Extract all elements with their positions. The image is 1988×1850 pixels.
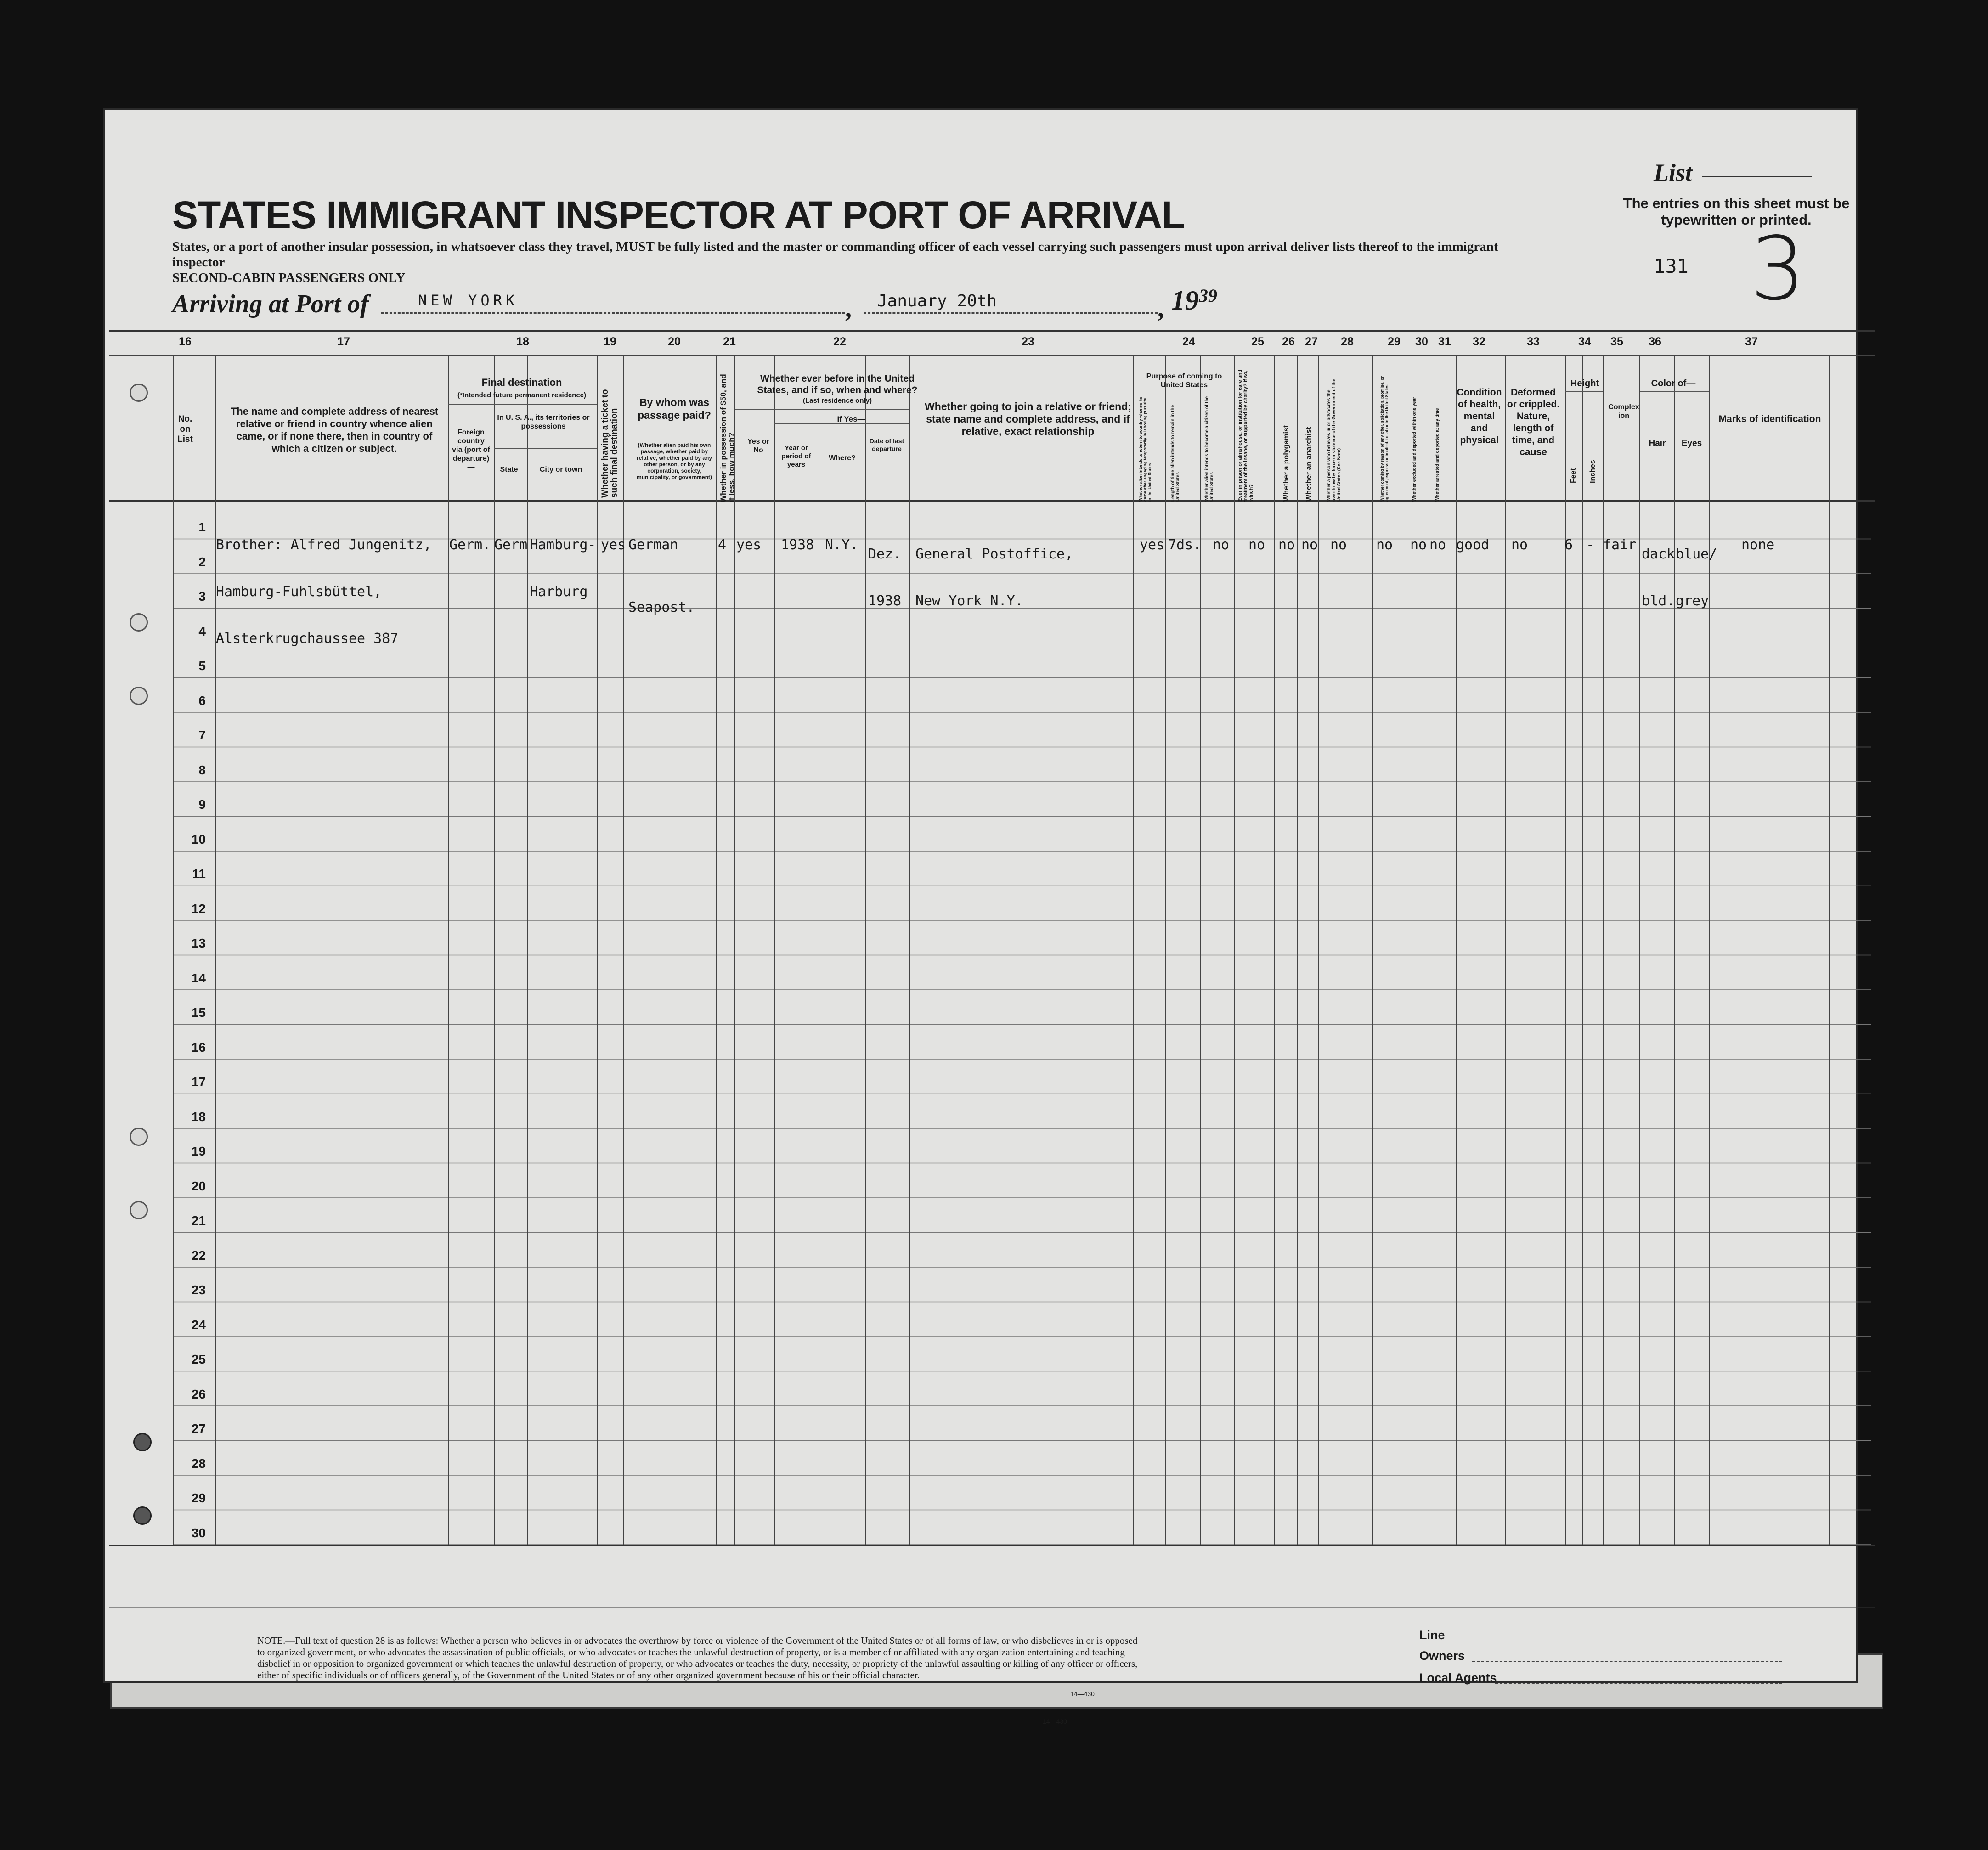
arriving-label: Arriving at Port of [172, 290, 369, 318]
row-number: 18 [191, 1109, 206, 1124]
before-where-value: N.Y. [825, 537, 858, 553]
col-polygamist: Whether a polygamist [1282, 425, 1290, 502]
col-feet: Feet [1570, 468, 1577, 483]
local-agents-field [1495, 1683, 1782, 1684]
relative-address [216, 506, 432, 678]
col-inches: Inches [1589, 460, 1597, 483]
row-number: 23 [191, 1283, 206, 1297]
col-deformed: Deformed or crippled. Nature, length of time, and cause [1507, 387, 1560, 457]
colnum-21: 21 [723, 335, 736, 348]
before-year-value: 1938 [781, 537, 814, 553]
overthrow-value: no [1330, 537, 1347, 553]
col-marks: Marks of identification [1718, 414, 1821, 424]
col-city: City or town [539, 466, 582, 474]
col-labor-offer: Whether coming by reason of any offer, solicitation, promise, or agreement, express or implied, to labor in the United States [1380, 376, 1389, 502]
col-before-us: Whether ever before in the United States, and if so, when and where? [757, 373, 918, 395]
col-passage-paid-note: (Whether alien paid his own passage, whether paid by relative, whether paid by any other person, or by any corporation, society, municipality, or government) [636, 442, 712, 480]
row-number: 17 [191, 1075, 206, 1089]
page-title: STATES IMMIGRANT INSPECTOR AT PORT OF ARRIVAL [172, 193, 1185, 237]
row-number: 21 [191, 1213, 206, 1228]
form-code: 14—430 [1043, 1718, 1067, 1725]
row-number: 15 [191, 1005, 206, 1020]
citizen-value: no [1213, 537, 1230, 553]
address-line: Brother: Alfred Jungenitz, [216, 537, 432, 553]
arrested-value: no [1429, 537, 1446, 553]
col-final-destination-note: (*Intended future permanent residence) [457, 391, 587, 399]
col-state: State [500, 466, 518, 474]
col-before-us-note: (Last residence only) [802, 397, 872, 405]
col-ticket: Whether having a ticket to such final destination [600, 389, 619, 498]
col-color-of: Color of— [1651, 378, 1696, 389]
row-number: 30 [191, 1525, 206, 1540]
row-number: 14 [191, 970, 206, 985]
polygamist-value: no [1278, 537, 1295, 553]
col-last-departure: Date of last departure [869, 437, 904, 452]
colnum-36: 36 [1649, 335, 1661, 348]
row-number: 6 [198, 693, 206, 708]
row-number: 8 [198, 762, 206, 777]
col-complexion: Complexion [1608, 403, 1639, 420]
row-number: 3 [198, 589, 206, 604]
row-number: 29 [191, 1491, 206, 1505]
row-number: 22 [191, 1248, 206, 1263]
col-prison: Ever in prison or almshouse, or institution for care and treatment of the insane, or supported by charity? If so, which? [1237, 369, 1254, 502]
row-number: 12 [191, 901, 206, 916]
row-number: 11 [192, 867, 206, 881]
passage-line: German [628, 537, 678, 553]
money-value: 4 [718, 537, 727, 553]
prison-value: no [1248, 537, 1265, 553]
city-line: Hamburg- [530, 537, 596, 553]
col-where: Where? [829, 454, 856, 462]
departure-line: 1938 [868, 593, 902, 609]
marks-value: none [1741, 537, 1775, 553]
colnum-26: 26 [1282, 335, 1295, 348]
col-no-on-list: No. on List [177, 414, 193, 444]
class-label: SECOND-CABIN PASSENGERS ONLY [172, 271, 406, 285]
length-value: 7ds. [1168, 537, 1202, 553]
row-number: 27 [191, 1421, 206, 1436]
offer-value: no [1376, 537, 1393, 553]
row-number: 5 [198, 659, 206, 673]
col-usa: In U. S. A., its territories or possessions [497, 414, 590, 430]
port-line [381, 312, 845, 314]
row-number: 7 [198, 728, 206, 742]
before-yes-value: yes [736, 537, 762, 553]
list-label: List [1654, 159, 1693, 186]
col-relative-address: The name and complete address of nearest relative or friend in country whence alien came, or if none there, then in country of which a citizen or subject. [230, 406, 439, 454]
col-overthrow: Whether a person who believes in or advocates the overthrow by force or violence of the Government of the United States (See Note) [1327, 378, 1342, 502]
hair-line: dack [1642, 546, 1675, 562]
inches-value: - [1586, 537, 1595, 553]
city-line: Harburg [530, 584, 588, 600]
col-join-relative: Whether going to join a relative or friend; state name and complete address, and if relative, exact relationship [925, 400, 1131, 437]
colnum-23: 23 [1022, 335, 1034, 348]
arrival-port: NEW YORK [418, 292, 519, 309]
col-purpose-length: Length of time alien intends to remain in the United States [1170, 405, 1180, 502]
col-purpose-return: Whether alien intends to return to country whence he came after engaging temporarily in laboring pursuits in the United States [1138, 396, 1152, 502]
list-line [1702, 176, 1812, 177]
colnum-18: 18 [516, 335, 529, 348]
manifest-table [109, 327, 1875, 1608]
row-number: 1 [198, 520, 206, 534]
last-departure-value [868, 515, 918, 640]
owners-label: Owners [1419, 1649, 1465, 1663]
subtitle-text: States, or a port of another insular possession, in whatsoever class they travel, MUST be fully listed and the master or commanding officer of each vessel carrying such passengers must upon arrival deliver lists thereof to the immigrant inspector [172, 239, 1498, 270]
local-agents-label: Local Agents [1419, 1671, 1497, 1685]
departure-line: Dez. [868, 546, 902, 562]
row-number: 2 [198, 554, 206, 569]
col-height: Height [1570, 378, 1599, 389]
col-arrested: Whether arrested and deported at any time [1435, 408, 1440, 502]
return-value: yes [1140, 537, 1165, 553]
col-hair: Hair [1649, 439, 1666, 448]
join-relative-value [915, 515, 1073, 640]
col-excluded: Whether excluded and deported within one year [1412, 397, 1417, 502]
colnum-35: 35 [1610, 335, 1623, 348]
col-foreign-country: Foreign country via (port of departure)— [452, 429, 490, 471]
health-value: good [1456, 537, 1490, 553]
col-final-destination: Final destination [481, 377, 562, 388]
state-value: Germ. [494, 537, 536, 553]
col-if-yes: If Yes— [837, 415, 865, 423]
colnum-28: 28 [1341, 335, 1354, 348]
row-number: 10 [191, 832, 206, 846]
col-money: Whether in possession of $50, and if less, how much? [719, 374, 736, 502]
question-28-note: NOTE.—Full text of question 28 is as follows: Whether a person who believes in or advocates the overthrow by force or violence of the Government of the United States or of all forms of law, or who disbelieves in or is opposed to organized government, or who advocates the assassination of public officials, or who advocates or teaches the unlawful destruction of property, or is a member of or affiliated with any organization entertaining and teaching disbelief in or opposition to organized government or which teaches the unlawful destruction of property, or who advocates or teaches the duty, necessity, or propriety of the unlawful assaulting or killing of any officer or officers, either of specific individuals or of officers generally, of the Government of the United States or of any other organized government because of his or their official character. [257, 1635, 1138, 1681]
row-number: 9 [198, 797, 206, 812]
join-line: New York N.Y. [915, 593, 1023, 609]
colnum-27: 27 [1305, 335, 1318, 348]
colnum-24: 24 [1182, 335, 1195, 348]
separator: , [1158, 294, 1164, 323]
address-line: Alsterkrugchaussee 387 [216, 631, 399, 647]
feet-value: 6 [1564, 537, 1573, 553]
colnum-20: 20 [668, 335, 681, 348]
anarchist-value: no [1301, 537, 1318, 553]
foreign-country-value: Germ. [449, 537, 491, 553]
colnum-17: 17 [337, 335, 350, 348]
row-number: 20 [191, 1179, 206, 1193]
city-value [530, 506, 596, 631]
colnum-37: 37 [1745, 335, 1758, 348]
eyes-value [1676, 515, 1725, 640]
typewritten-instruction: The entries on this sheet must be typewritten or printed. [1623, 195, 1850, 228]
row-number: 13 [191, 936, 206, 950]
col-passage-paid: By whom was passage paid? [638, 396, 711, 421]
page-subtitle [172, 239, 1550, 286]
row-number: 19 [191, 1144, 206, 1158]
row-number: 4 [198, 624, 206, 638]
row-number: 25 [191, 1352, 206, 1366]
eyes-line: blue/ [1676, 546, 1717, 562]
colnum-16: 16 [179, 335, 192, 348]
col-purpose-citizen: Whether alien intends to become a citizen of the United States [1204, 396, 1214, 502]
hair-line: bld. [1642, 593, 1675, 609]
address-line: Hamburg-Fuhlsbüttel, [216, 584, 382, 600]
eyes-line: grey [1676, 593, 1709, 609]
ticket-value: yes [601, 537, 626, 553]
row-number: 16 [191, 1040, 206, 1055]
col-health: Condition of health, mental and physical [1457, 387, 1502, 446]
deformed-value: no [1511, 537, 1528, 553]
colnum-34: 34 [1578, 335, 1591, 348]
row-number: 24 [191, 1317, 206, 1332]
row-number: 26 [191, 1387, 206, 1401]
arrival-date: January 20th [877, 292, 997, 310]
passage-line: Seapost. [628, 599, 695, 615]
colnum-22: 22 [833, 335, 846, 348]
colnum-25: 25 [1251, 335, 1264, 348]
year-suffix: 39 [1199, 285, 1217, 306]
form-code: 14—430 [1070, 1690, 1095, 1698]
col-yes-no: Yes or No [747, 438, 770, 454]
join-line: General Postoffice, [915, 546, 1073, 562]
colnum-32: 32 [1473, 335, 1485, 348]
list-number: 131 [1654, 255, 1689, 277]
passage-paid-value [628, 506, 695, 647]
separator: , [845, 294, 852, 323]
sheet-number: 3 [1750, 218, 1806, 320]
col-year: Year or period of years [781, 444, 811, 468]
line-label: Line [1419, 1628, 1445, 1642]
excluded-value: no [1410, 537, 1427, 553]
col-purpose: Purpose of coming to United States [1146, 372, 1222, 389]
year-prefix: 19 [1171, 285, 1199, 316]
row-number: 28 [191, 1456, 206, 1471]
complexion-value: fair [1603, 537, 1637, 553]
colnum-31: 31 [1438, 335, 1451, 348]
col-eyes: Eyes [1681, 439, 1702, 448]
colnum-33: 33 [1527, 335, 1540, 348]
arrival-year [1171, 285, 1217, 316]
colnum-19: 19 [604, 335, 616, 348]
date-line [864, 312, 1158, 314]
owners-field [1472, 1661, 1782, 1662]
colnum-30: 30 [1415, 335, 1428, 348]
col-anarchist: Whether an anarchist [1305, 427, 1313, 502]
colnum-29: 29 [1388, 335, 1401, 348]
